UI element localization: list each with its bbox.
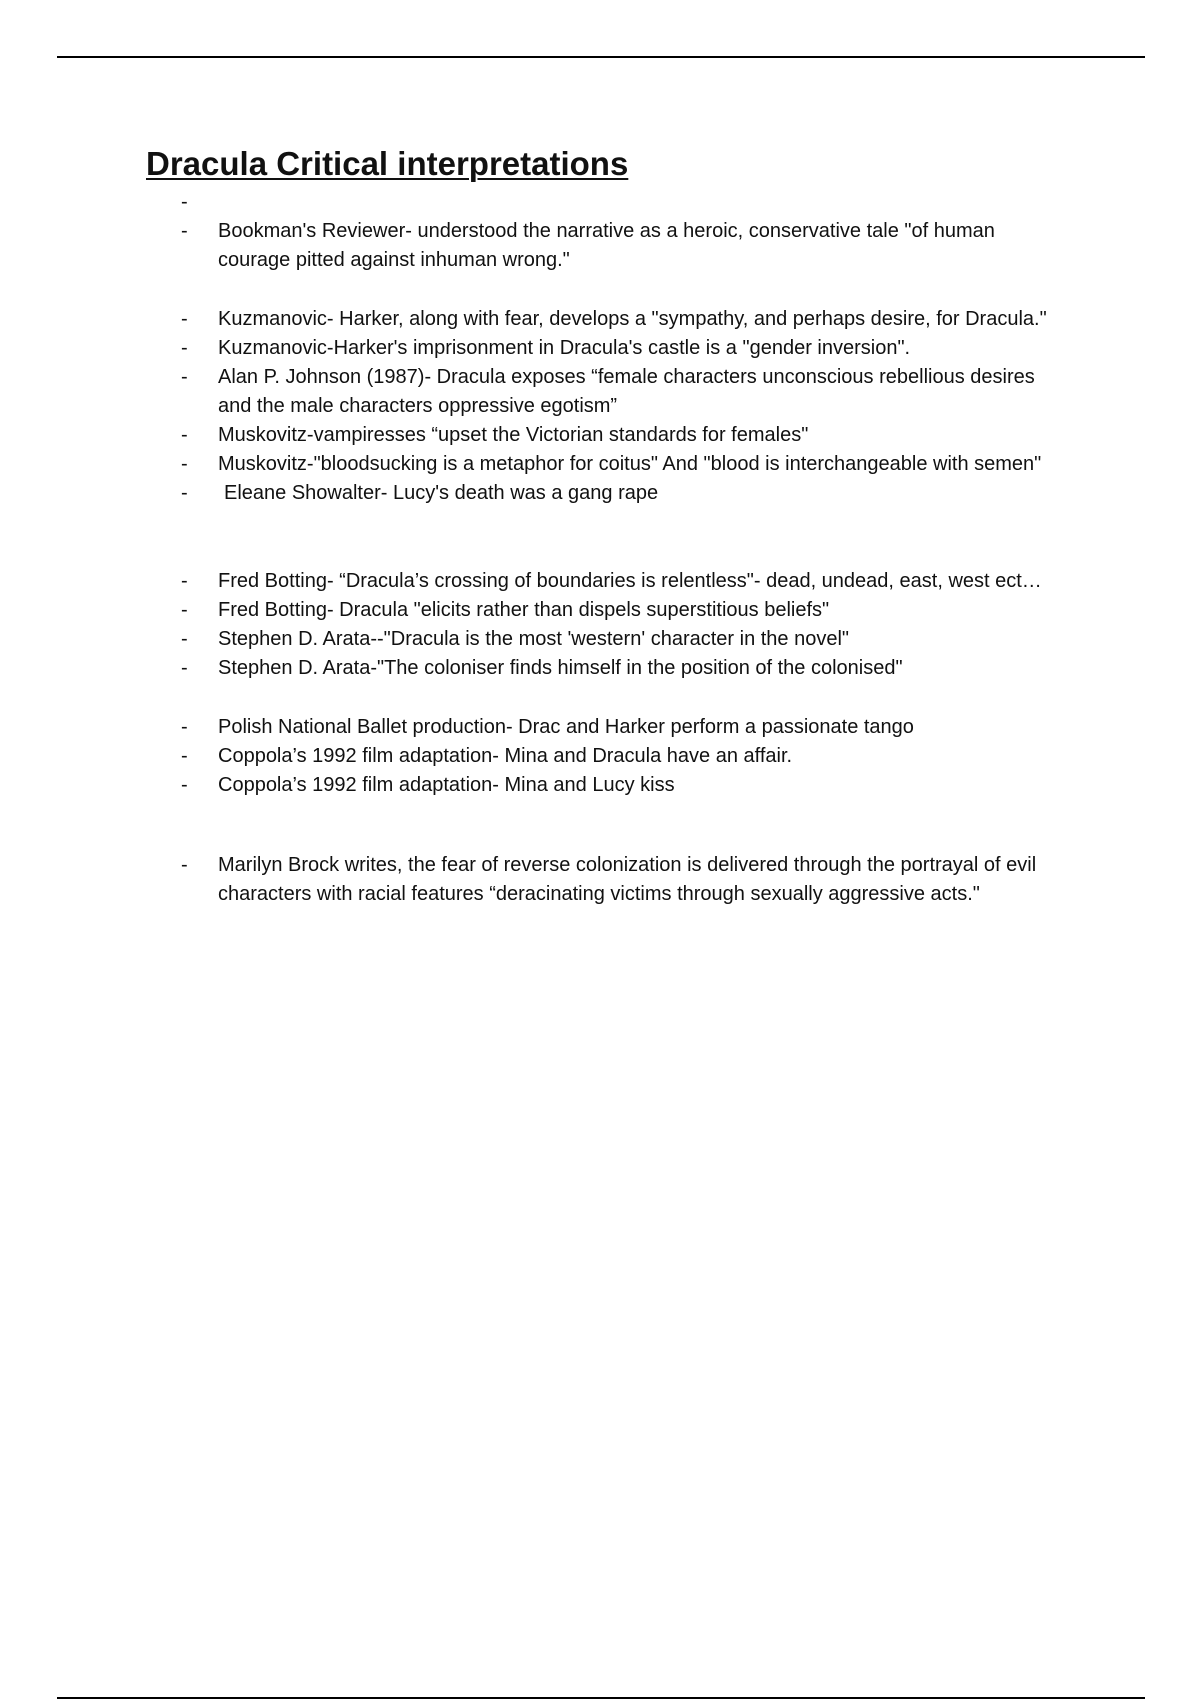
list-item xyxy=(0,567,1058,596)
document-title: Dracula Critical interpretations xyxy=(146,145,629,182)
bullet-dash: - xyxy=(181,220,188,242)
list-item-text: Kuzmanovic-Harker's imprisonment in Dracula's castle is a "gender inversion". xyxy=(218,337,911,359)
bullet-dash: - xyxy=(181,657,188,679)
list-item xyxy=(0,625,1058,654)
list-item-text: Muskovitz-"bloodsucking is a metaphor for coitus" And "blood is interchangeable with semen" xyxy=(218,453,1042,475)
list-item-text: Polish National Ballet production- Drac and Harker perform a passionate tango xyxy=(218,716,914,738)
list-item xyxy=(0,305,1058,334)
list-item xyxy=(0,596,1058,625)
bullet-dash: - xyxy=(181,774,188,796)
list-item xyxy=(0,713,1058,742)
bullet-dash: - xyxy=(181,366,188,388)
list-item-text: Coppola’s 1992 film adaptation- Mina and Dracula have an affair. xyxy=(218,745,793,767)
list-item xyxy=(0,479,1058,508)
list-item xyxy=(0,334,1058,363)
bullet-dash: - xyxy=(181,424,188,446)
list-item-text: Muskovitz-vampiresses “upset the Victorian standards for females" xyxy=(218,424,809,446)
bullet-dash: - xyxy=(181,628,188,650)
list-item xyxy=(0,450,1058,479)
bullet-dash: - xyxy=(181,599,188,621)
list-item xyxy=(0,851,1058,909)
header-rule xyxy=(57,56,1145,58)
list-item-text: Marilyn Brock writes, the fear of reverse colonization is delivered through the portrayal of evil characters with racial features “deracinating victims through sexually aggressive acts." xyxy=(218,854,1037,905)
list-item-text: Stephen D. Arata--"Dracula is the most 'western' character in the novel" xyxy=(218,628,850,650)
footer-rule xyxy=(57,1697,1145,1699)
bullet-dash: - xyxy=(181,570,188,592)
list-item-text: Kuzmanovic- Harker, along with fear, develops a "sympathy, and perhaps desire, for Dracula." xyxy=(218,308,1047,330)
list-item-text: Eleane Showalter- Lucy's death was a gang rape xyxy=(224,482,659,504)
interpretations-list xyxy=(0,188,1200,909)
list-item-text: Alan P. Johnson (1987)- Dracula exposes “female characters unconscious rebellious desires and the male characters oppressive egotism” xyxy=(218,366,1035,417)
list-item-text xyxy=(218,188,1058,217)
bullet-dash: - xyxy=(181,716,188,738)
list-item-text: Stephen D. Arata-"The coloniser finds himself in the position of the colonised" xyxy=(218,657,903,679)
bullet-dash: - xyxy=(181,191,188,213)
bullet-dash: - xyxy=(181,308,188,330)
list-item-text: Coppola’s 1992 film adaptation- Mina and Lucy kiss xyxy=(218,774,675,796)
bullet-dash: - xyxy=(181,453,188,475)
bullet-dash: - xyxy=(181,745,188,767)
list-item-text: Bookman's Reviewer- understood the narrative as a heroic, conservative tale "of human courage pitted against inhuman wrong." xyxy=(218,220,995,271)
bullet-dash: - xyxy=(181,482,188,504)
bullet-dash: - xyxy=(181,854,188,876)
list-item xyxy=(0,771,1058,800)
bullet-dash: - xyxy=(181,337,188,359)
list-item xyxy=(0,188,1058,217)
list-item xyxy=(0,421,1058,450)
list-item-text: Fred Botting- “Dracula’s crossing of boundaries is relentless"- dead, undead, east, west ect… xyxy=(218,570,1042,592)
list-item xyxy=(0,217,1058,275)
list-item xyxy=(0,363,1058,421)
list-item-text: Fred Botting- Dracula "elicits rather than dispels superstitious beliefs" xyxy=(218,599,830,621)
list-item xyxy=(0,742,1058,771)
list-item xyxy=(0,654,1058,683)
